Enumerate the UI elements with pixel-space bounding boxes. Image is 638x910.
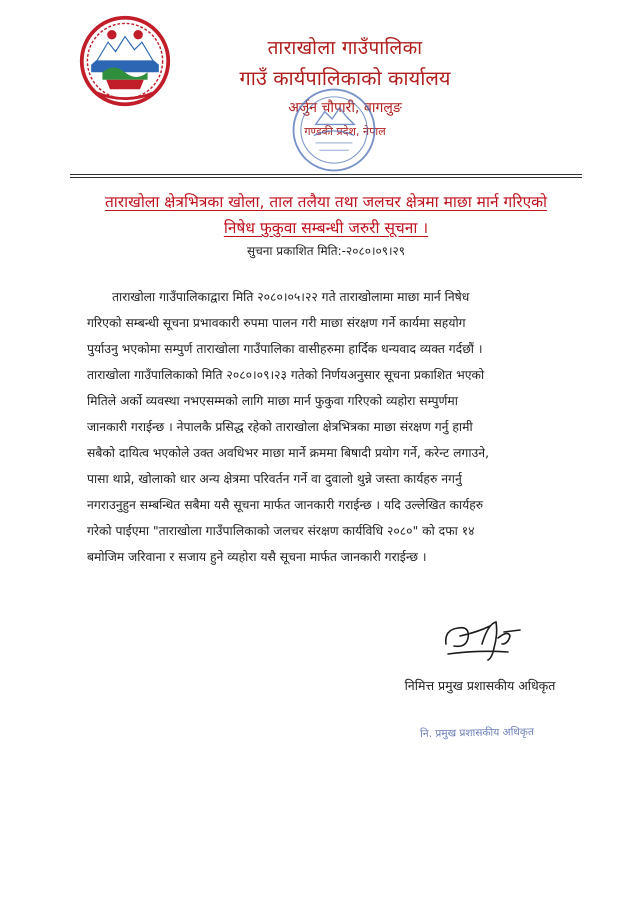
header-divider-secondary (70, 177, 582, 178)
notice-title-line1: ताराखोला क्षेत्रभित्रका खोला, ताल तलैया तथा जलचर क्षेत्रमा माछा मार्न गरिएको (104, 193, 548, 211)
body-line: गरेको पाईएमा "ताराखोला गाउँपालिकाको जलचर संरक्षण कार्यविधि २०८०" को दफा १४ (87, 524, 475, 538)
signer-title: निमित्त प्रमुख प्रशासकीय अधिकृत (404, 678, 556, 693)
body-line: सबैको दायित्व भएकोले उक्त अवधिभर माछा मार्ने क्रममा बिषादी प्रयोग गर्ने, करेन्ट लगाउने, (87, 446, 490, 460)
body-line: नगराउनुहुन सम्बन्धित सबैमा यसै सूचना मार्फत जानकारी गराईन्छ । यदि उल्लेखित कार्यहरु (87, 498, 484, 512)
publish-date: सुचना प्रकाशित मिति:-२०८०।०९।२९ (246, 244, 405, 258)
signature-mark (438, 614, 530, 664)
header-divider (70, 174, 582, 175)
body-line: गरिएको सम्बन्धी सूचना प्रभावकारी रुपमा पालन गरी माछा संरक्षण गर्ने कार्यमा सहयोग (87, 316, 466, 330)
office-seal-icon (288, 84, 380, 176)
nepal-emblem-icon (78, 14, 172, 108)
body-line: पुर्याउनु भएकोमा सम्पुर्ण ताराखोला गाउँपालिका वासीहरुमा हार्दिक धन्यवाद व्यक्त गर्दछौं । (87, 342, 483, 356)
body-line: पासा थाप्ने, खोलाको धार अन्य क्षेत्रमा परिवर्तन गर्ने वा दुवालो थुन्ने जस्ता कार्यहरु नगर्नु (87, 472, 462, 486)
notice-title-line2: निषेध फुकुवा सम्बन्धी जरुरी सूचना । (223, 219, 429, 237)
office-address: अर्जुन चौपारी, बागलुङ (288, 100, 402, 116)
province-name: गण्डकी प्रदेश, नेपाल (304, 125, 386, 138)
notice-title (70, 189, 582, 241)
body-line: ताराखोला गाउँपालिकाको मिति २०८०।०९।२३ गतेको निर्णयअनुसार सूचना प्रकाशित भएको (87, 368, 485, 382)
body-line: ताराखोला गाउँपालिकाद्वारा मिति २०८०।०५।२२ गते ताराखोलामा माछा मार्न निषेध (112, 290, 470, 304)
office-name: गाउँ कार्यपालिकाको कार्यालय (239, 66, 451, 90)
body-line: जानकारी गराईन्छ । नेपालकै प्रसिद्ध रहेको ताराखोला क्षेत्रभित्रका माछा संरक्षण गर्नु हामी (87, 420, 473, 434)
body-line: बमोजिम जरिवाना र सजाय हुने व्यहोरा यसै सूचना मार्फत जानकारी गराईन्छ । (87, 550, 427, 564)
body-line: मितिले अर्को व्यवस्था नभएसम्मको लागि माछा मार्न फुकुवा गरिएको व्यहोरा सम्पुर्णमा (87, 394, 458, 408)
officer-stamp: नि. प्रमुख प्रशासकीय अधिकृत (419, 726, 534, 740)
municipality-name: ताराखोला गाउँपालिका (267, 37, 423, 59)
